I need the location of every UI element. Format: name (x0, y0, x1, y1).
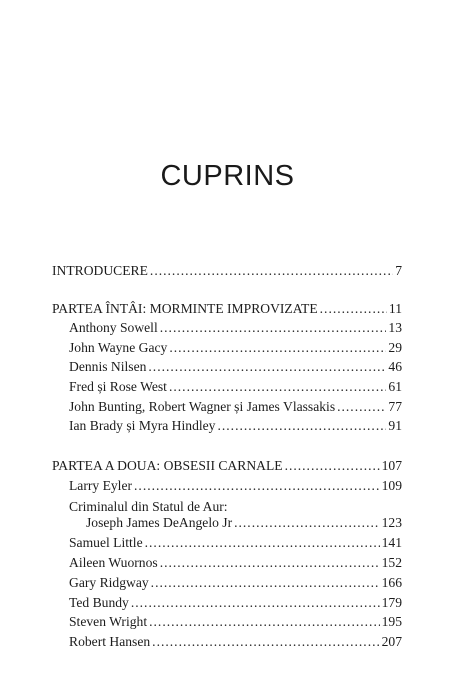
toc-entry-label: Samuel Little (69, 535, 143, 550)
leader-dots (148, 359, 386, 375)
toc-entry-page: 179 (381, 595, 402, 610)
toc-entry (69, 418, 402, 434)
toc-entry-label: Joseph James DeAngelo Jr (86, 515, 233, 530)
leader-dots (169, 379, 386, 395)
toc-entry-page: 166 (381, 575, 402, 590)
toc-entry (69, 379, 402, 395)
leader-dots (234, 515, 380, 531)
toc-entry-page: 195 (381, 614, 402, 629)
leader-dots (131, 595, 380, 611)
toc-entry-label: Dennis Nilsen (69, 359, 147, 374)
toc-part-page: 107 (381, 458, 402, 473)
toc-entry-page: 109 (381, 478, 402, 493)
toc-entry (86, 515, 402, 531)
leader-dots (145, 535, 380, 551)
toc-entry (69, 478, 402, 494)
toc-entry-page: 123 (381, 515, 402, 530)
leader-dots (169, 340, 386, 356)
leader-dots (134, 478, 380, 494)
toc-entry (69, 399, 402, 415)
toc-entry-introduction (52, 263, 402, 279)
toc-entry-page: 91 (388, 418, 402, 433)
toc-entry-label: Steven Wright (69, 614, 148, 629)
toc-entry-page: 29 (388, 340, 402, 355)
toc-entry (69, 575, 402, 591)
leader-dots (217, 418, 386, 434)
toc-entry (69, 614, 402, 630)
toc-entry-page: 207 (381, 634, 402, 649)
leader-dots (285, 458, 380, 474)
toc-entry (69, 340, 402, 356)
toc-entry (69, 320, 402, 336)
toc-part-title: PARTEA ÎNTÂI: MORMINTE IMPROVIZATE (52, 301, 318, 316)
toc-part-heading (52, 301, 402, 317)
toc-part-title: PARTEA A DOUA: OBSESII CARNALE (52, 458, 283, 473)
toc-entry-label: Gary Ridgway (69, 575, 149, 590)
toc-entry-label: Robert Hansen (69, 634, 151, 649)
toc-entry-page: 7 (395, 263, 402, 278)
leader-dots (320, 301, 387, 317)
page-title: CUPRINS (160, 160, 295, 192)
toc-entry-label: Larry Eyler (69, 478, 133, 493)
leader-dots (152, 634, 379, 650)
toc-entry-page: 141 (381, 535, 402, 550)
toc-entry (69, 359, 402, 375)
toc-entry-page: 152 (381, 555, 402, 570)
leader-dots (337, 399, 386, 415)
leader-dots (150, 263, 393, 279)
toc-entry-label: Anthony Sowell (69, 320, 158, 335)
toc-entry-label: INTRODUCERE (52, 263, 148, 278)
toc-entry-label: Ian Brady și Myra Hindley (69, 418, 216, 433)
toc-entry-page: 46 (388, 359, 402, 374)
toc-entry (69, 595, 402, 611)
toc-entry-label: Ted Bundy (69, 595, 129, 610)
leader-dots (149, 614, 379, 630)
leader-dots (160, 555, 380, 571)
toc-entry-label: Fred și Rose West (69, 379, 167, 394)
toc-entry-page: 61 (388, 379, 402, 394)
leader-dots (151, 575, 380, 591)
toc-part-page: 11 (388, 301, 402, 316)
toc-entry-label: John Wayne Gacy (69, 340, 168, 355)
leader-dots (160, 320, 387, 336)
toc-entry-label: John Bunting, Robert Wagner și James Vlassakis (69, 399, 336, 414)
toc-entry (69, 634, 402, 650)
toc-entry-page: 77 (388, 399, 402, 414)
toc-entry-page: 13 (388, 320, 402, 335)
toc-part-heading (52, 458, 402, 474)
toc-entry-label: Aileen Wuornos (69, 555, 158, 570)
toc-entry (69, 535, 402, 551)
toc-entry-label: Criminalul din Statul de Aur: (69, 499, 228, 514)
toc-entry (69, 555, 402, 571)
